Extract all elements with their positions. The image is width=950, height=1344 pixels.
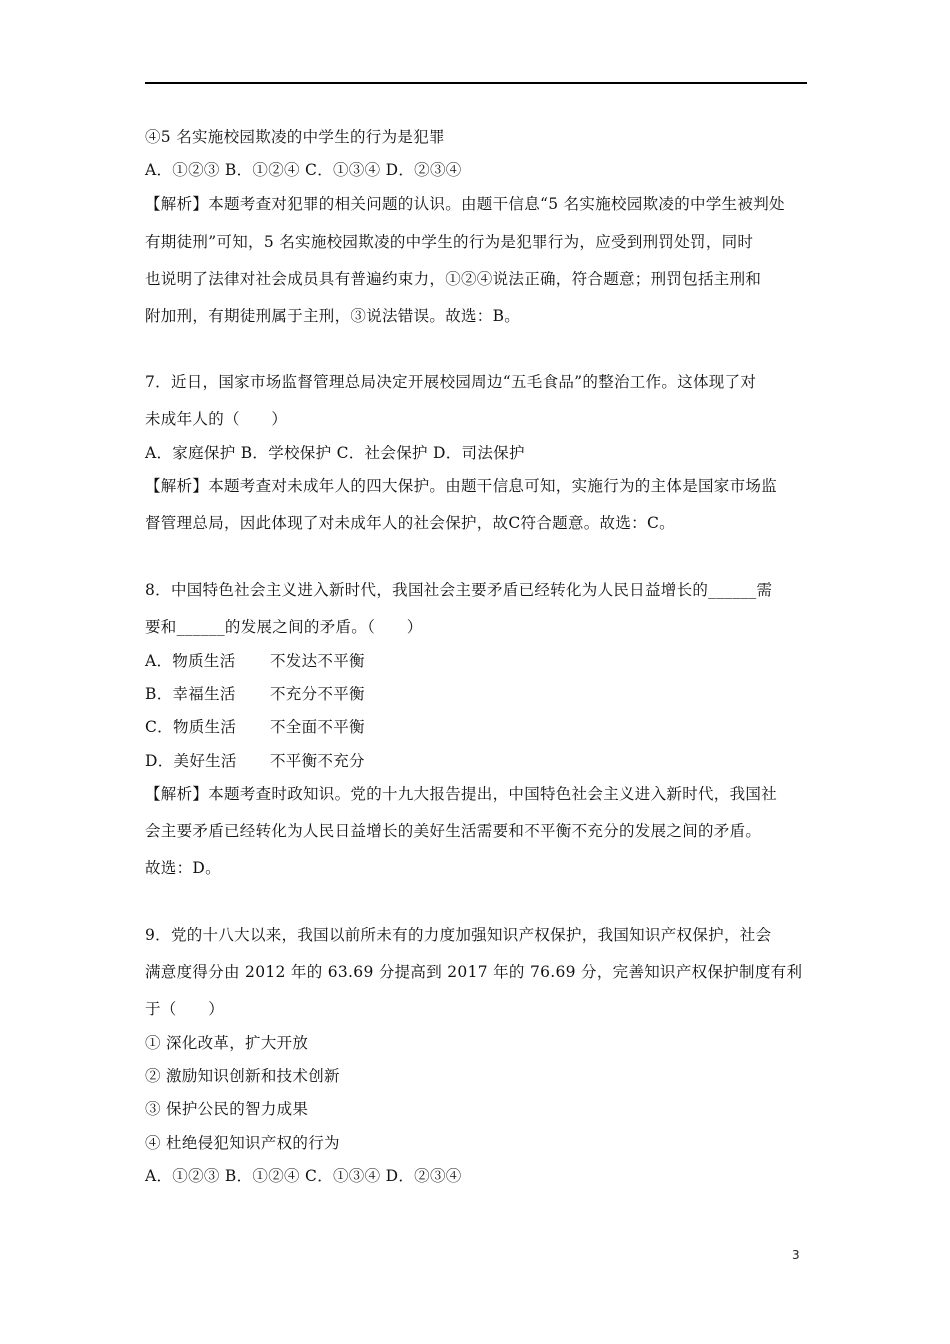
q9-stem-line-1: 9．党的十八大以来，我国以前所未有的力度加强知识产权保护，我国知识产权保护，社会 xyxy=(145,926,772,944)
q9-item-4: ④ 杜绝侵犯知识产权的行为 xyxy=(145,1134,340,1152)
q8-option-b xyxy=(145,684,810,704)
q7-stem-line-2: 未成年人的（ ） xyxy=(145,410,288,428)
q9-item-3: ③ 保护公民的智力成果 xyxy=(145,1100,309,1118)
q8-stem-line-1: 8．中国特色社会主义进入新时代，我国社会主要矛盾已经转化为人民日益增长的______需 xyxy=(145,581,773,599)
q8-analysis-line-1: 【解析】本题考查时政知识。党的十九大报告提出，中国特色社会主义进入新时代，我国社 xyxy=(145,785,778,803)
q8-option-a xyxy=(145,651,810,671)
q9-stem-line-3: 于（ ） xyxy=(145,1000,225,1018)
q9-item-1: ① 深化改革，扩大开放 xyxy=(145,1034,309,1052)
q8-option-d-value: 不平衡不充分 xyxy=(270,752,365,770)
q8-option-c-label: C．物质生活 xyxy=(145,718,237,736)
q7-analysis-line-2: 督管理总局，因此体现了对未成年人的社会保护，故C符合题意。故选：C。 xyxy=(145,514,675,532)
page-number: 3 xyxy=(792,1248,800,1262)
q8-option-b-value: 不充分不平衡 xyxy=(270,685,365,703)
q9-stem-line-2: 满意度得分由 2012 年的 63.69 分提高到 2017 年的 76.69 分，完善知识产权保护制度有利 xyxy=(145,963,803,981)
q9-item-2: ② 激励知识创新和技术创新 xyxy=(145,1067,340,1085)
q7-choices: A．家庭保护 B．学校保护 C．社会保护 D．司法保护 xyxy=(145,444,525,462)
q8-stem-line-2: 要和______的发展之间的矛盾。（ ） xyxy=(145,618,423,636)
q7-stem-line-1: 7．近日，国家市场监督管理总局决定开展校园周边“五毛食品”的整治工作。这体现了对 xyxy=(145,373,757,391)
q8-option-b-label: B．幸福生活 xyxy=(145,685,236,703)
q8-option-d xyxy=(145,751,810,771)
q6-analysis-line-3: 也说明了法律对社会成员具有普遍约束力，①②④说法正确，符合题意；刑罚包括主刑和 xyxy=(145,270,762,288)
header-rule xyxy=(145,82,807,84)
q6-item-4: ④5 名实施校园欺凌的中学生的行为是犯罪 xyxy=(145,128,445,146)
q8-option-a-label: A．物质生活 xyxy=(145,652,236,670)
q8-option-d-label: D．美好生活 xyxy=(145,752,237,770)
q8-option-c xyxy=(145,717,810,737)
q7-analysis-line-1: 【解析】本题考查对未成年人的四大保护。由题干信息可知，实施行为的主体是国家市场监 xyxy=(145,477,778,495)
q6-analysis-line-2: 有期徒刑”可知，5 名实施校园欺凌的中学生的行为是犯罪行为，应受到刑罚处罚，同时 xyxy=(145,233,754,251)
q6-choices: A．①②③ B．①②④ C．①③④ D．②③④ xyxy=(145,161,462,179)
q6-analysis-line-1: 【解析】本题考查对犯罪的相关问题的认识。由题干信息“5 名实施校园欺凌的中学生被判处 xyxy=(145,195,785,213)
q8-option-c-value: 不全面不平衡 xyxy=(270,718,365,736)
q9-choices: A．①②③ B．①②④ C．①③④ D．②③④ xyxy=(145,1167,462,1185)
q6-analysis-line-4: 附加刑，有期徒刑属于主刑，③说法错误。故选：B。 xyxy=(145,307,521,325)
q8-option-a-value: 不发达不平衡 xyxy=(270,652,365,670)
q8-analysis-line-3: 故选：D。 xyxy=(145,859,221,877)
q8-analysis-line-2: 会主要矛盾已经转化为人民日益增长的美好生活需要和不平衡不充分的发展之间的矛盾。 xyxy=(145,822,762,840)
